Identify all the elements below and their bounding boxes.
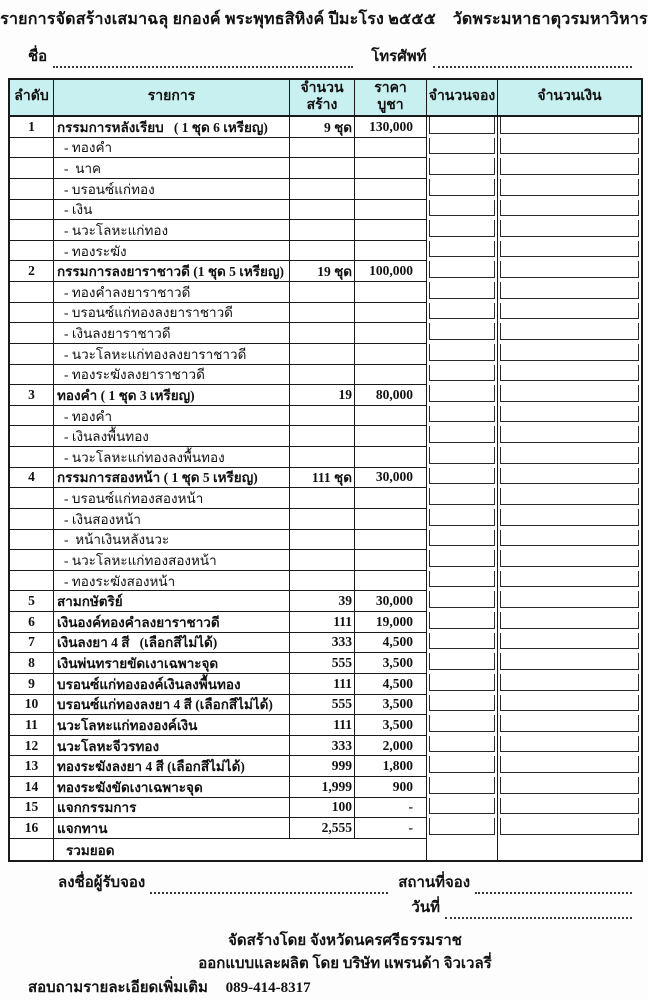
name-phone-line — [28, 44, 632, 68]
cell-reserved[interactable] — [427, 674, 498, 695]
cell-qty: 555 — [290, 653, 355, 674]
table-row — [10, 468, 641, 489]
cell-price — [355, 550, 427, 571]
table-row — [10, 798, 641, 819]
cell-reserved[interactable] — [427, 426, 498, 447]
cell-no: 13 — [10, 756, 54, 777]
cell-reserved[interactable] — [427, 736, 498, 757]
cell-reserved[interactable] — [427, 633, 498, 654]
cell-no — [10, 282, 54, 303]
cell-no: 9 — [10, 674, 54, 695]
cell-item: กรรมการลงยาราชาวดี (1 ชุด 5 เหรียญ) — [54, 261, 290, 282]
contact-label: สอบถามรายละเอียดเพิ่มเติม — [28, 980, 208, 996]
cell-qty: 19 ชุด — [290, 261, 355, 282]
cell-qty — [290, 344, 355, 365]
cell-amount[interactable] — [498, 612, 641, 633]
cell-qty: 111 — [290, 612, 355, 633]
table-row — [10, 736, 641, 757]
cell-amount[interactable] — [498, 798, 641, 819]
cell-reserved[interactable] — [427, 798, 498, 819]
cell-reserved[interactable] — [427, 179, 498, 200]
table-row — [10, 303, 641, 324]
cell-price — [355, 447, 427, 468]
cell-reserved[interactable] — [427, 303, 498, 324]
phone-label: โทรศัพท์ — [371, 49, 427, 65]
sign-line — [58, 870, 632, 894]
cell-price: 3,500 — [355, 715, 427, 736]
cell-no — [10, 530, 54, 551]
cell-qty: 19 — [290, 385, 355, 406]
cell-price: 4,500 — [355, 674, 427, 695]
cell-item: บรอนซ์แก่ทององค์เงินลงพื้นทอง — [54, 674, 290, 695]
cell-price — [355, 509, 427, 530]
cell-amount[interactable] — [498, 777, 641, 798]
cell-qty — [290, 530, 355, 551]
cell-no — [10, 550, 54, 571]
cell-item: - นวะโลหะแก่ทองลงพื้นทอง — [54, 447, 290, 468]
cell-qty: 1,999 — [290, 777, 355, 798]
cell-no: 8 — [10, 653, 54, 674]
cell-no — [10, 509, 54, 530]
cell-no: 2 — [10, 261, 54, 282]
cell-amount[interactable] — [498, 406, 641, 427]
cell-reserved[interactable] — [427, 695, 498, 716]
table-row — [10, 509, 641, 530]
cell-price: 80,000 — [355, 385, 427, 406]
cell-qty — [290, 303, 355, 324]
cell-reserved[interactable] — [427, 530, 498, 551]
cell-item: - นาค — [54, 158, 290, 179]
cell-reserved[interactable] — [427, 158, 498, 179]
cell-reserved[interactable] — [427, 447, 498, 468]
cell-price — [355, 571, 427, 592]
cell-amount[interactable] — [498, 530, 641, 551]
cell-item: - ทองระฆังลงยาราชาวดี — [54, 365, 290, 386]
cell-amount[interactable] — [498, 303, 641, 324]
cell-amount[interactable] — [498, 385, 641, 406]
cell-price — [355, 426, 427, 447]
table-row — [10, 158, 641, 179]
table-row — [10, 550, 641, 571]
cell-price — [355, 179, 427, 200]
cell-qty — [290, 426, 355, 447]
cell-price — [355, 220, 427, 241]
cell-amount[interactable] — [498, 426, 641, 447]
cell-amount[interactable] — [498, 756, 641, 777]
cell-reserved[interactable] — [427, 200, 498, 221]
cell-qty — [290, 138, 355, 159]
table-row — [10, 530, 641, 551]
cell-item: - ทองคำลงยาราชาวดี — [54, 282, 290, 303]
total-reserved-cell[interactable] — [427, 839, 498, 861]
cell-qty — [290, 323, 355, 344]
table-row — [10, 591, 641, 612]
name-field[interactable] — [53, 51, 353, 68]
cell-price: 900 — [355, 777, 427, 798]
cell-item: - บรอนซ์แก่ทองสองหน้า — [54, 488, 290, 509]
cell-item: - บรอนซ์แก่ทองลงยาราชาวดี — [54, 303, 290, 324]
cell-item: - นวะโลหะแก่ทองสองหน้า — [54, 550, 290, 571]
cell-item: บรอนซ์แก่ทองลงยา 4 สี (เลือกสีไม่ได้) — [54, 695, 290, 716]
cell-price: - — [355, 798, 427, 819]
cell-item: เงินลงยา 4 สี (เลือกสีไม่ได้) — [54, 633, 290, 654]
cell-qty: 111 — [290, 715, 355, 736]
cell-no: 1 — [10, 117, 54, 138]
cell-no: 3 — [10, 385, 54, 406]
cell-qty — [290, 447, 355, 468]
cell-reserved[interactable] — [427, 591, 498, 612]
total-no-cell — [10, 839, 54, 861]
table-row — [10, 385, 641, 406]
table-row — [10, 323, 641, 344]
cell-item: เงินพ่นทรายขัดเงาเฉพาะจุด — [54, 653, 290, 674]
cell-reserved[interactable] — [427, 509, 498, 530]
table-row — [10, 488, 641, 509]
cell-item: ทองระฆังขัดเงาเฉพาะจุด — [54, 777, 290, 798]
cell-no: 4 — [10, 468, 54, 489]
cell-reserved[interactable] — [427, 117, 498, 138]
cell-qty: 333 — [290, 736, 355, 757]
table-row — [10, 138, 641, 159]
header-item: รายการ — [54, 80, 290, 117]
cell-price: 30,000 — [355, 591, 427, 612]
table-row — [10, 261, 641, 282]
header-amount: จำนวนเงิน — [498, 80, 641, 117]
cell-price: - — [355, 818, 427, 839]
cell-qty: 111 — [290, 674, 355, 695]
phone-field[interactable] — [433, 51, 632, 68]
contact-phone: 089-414-8317 — [225, 980, 311, 996]
cell-reserved[interactable] — [427, 715, 498, 736]
cell-reserved[interactable] — [427, 282, 498, 303]
total-row — [10, 839, 641, 860]
cell-reserved[interactable] — [427, 261, 498, 282]
cell-reserved[interactable] — [427, 756, 498, 777]
cell-reserved[interactable] — [427, 241, 498, 262]
table-row — [10, 365, 641, 386]
cell-item: เงินองค์ทองคำลงยาราชาวดี — [54, 612, 290, 633]
cell-reserved[interactable] — [427, 653, 498, 674]
table-row — [10, 818, 641, 839]
cell-amount[interactable] — [498, 550, 641, 571]
cell-item: ทองระฆังลงยา 4 สี (เลือกสีไม่ได้) — [54, 756, 290, 777]
cell-no: 15 — [10, 798, 54, 819]
cell-no — [10, 488, 54, 509]
table-row — [10, 653, 641, 674]
cell-price — [355, 488, 427, 509]
table-row — [10, 756, 641, 777]
cell-amount[interactable] — [498, 674, 641, 695]
table-row — [10, 220, 641, 241]
cell-no — [10, 344, 54, 365]
cell-qty: 100 — [290, 798, 355, 819]
order-table — [8, 78, 643, 862]
table-row — [10, 715, 641, 736]
table-row — [10, 695, 641, 716]
cell-item: - หน้าเงินหลังนวะ — [54, 530, 290, 551]
cell-reserved[interactable] — [427, 406, 498, 427]
cell-amount[interactable] — [498, 509, 641, 530]
header-no: ลำดับ — [10, 80, 54, 117]
cell-item: - นวะโลหะแก่ทอง — [54, 220, 290, 241]
cell-reserved[interactable] — [427, 220, 498, 241]
cell-amount[interactable] — [498, 468, 641, 489]
cell-no — [10, 426, 54, 447]
cell-amount[interactable] — [498, 241, 641, 262]
cell-no: 7 — [10, 633, 54, 654]
table-row — [10, 612, 641, 633]
table-body — [10, 117, 641, 839]
cell-price: 100,000 — [355, 261, 427, 282]
cell-no — [10, 365, 54, 386]
cell-amount[interactable] — [498, 818, 641, 839]
table-row — [10, 200, 641, 221]
cell-amount[interactable] — [498, 138, 641, 159]
cell-item: - เงินลงพื้นทอง — [54, 426, 290, 447]
table-row — [10, 777, 641, 798]
cell-amount[interactable] — [498, 571, 641, 592]
cell-no: 12 — [10, 736, 54, 757]
table-row — [10, 571, 641, 592]
cell-price — [355, 323, 427, 344]
cell-amount[interactable] — [498, 695, 641, 716]
cell-item: - เงินลงยาราชาวดี — [54, 323, 290, 344]
cell-price: 3,500 — [355, 653, 427, 674]
cell-reserved[interactable] — [427, 344, 498, 365]
cell-qty — [290, 200, 355, 221]
cell-reserved[interactable] — [427, 385, 498, 406]
cell-qty: 111 ชุด — [290, 468, 355, 489]
total-label: รวมยอด — [54, 839, 427, 861]
cell-amount[interactable] — [498, 488, 641, 509]
cell-item: - ทองระฆังสองหน้า — [54, 571, 290, 592]
cell-reserved[interactable] — [427, 571, 498, 592]
date-field[interactable] — [445, 902, 632, 919]
cell-reserved[interactable] — [427, 138, 498, 159]
cell-qty — [290, 488, 355, 509]
cell-price — [355, 158, 427, 179]
cell-qty — [290, 550, 355, 571]
sign-label: ลงชื่อผู้รับจอง — [58, 875, 146, 891]
cell-item: แจกทาน — [54, 818, 290, 839]
cell-qty: 555 — [290, 695, 355, 716]
table-row — [10, 426, 641, 447]
cell-qty — [290, 406, 355, 427]
cell-qty — [290, 282, 355, 303]
cell-amount[interactable] — [498, 736, 641, 757]
cell-reserved[interactable] — [427, 612, 498, 633]
cell-price: 4,500 — [355, 633, 427, 654]
cell-price — [355, 406, 427, 427]
cell-no — [10, 138, 54, 159]
cell-item: แจกกรรมการ — [54, 798, 290, 819]
cell-amount[interactable] — [498, 261, 641, 282]
designed-by-line: ออกแบบและผลิต โดย บริษัท แพรนด้า จิวเวลรี่ — [198, 956, 492, 972]
cell-no: 14 — [10, 777, 54, 798]
cell-item: กรรมการหลังเรียบ ( 1 ชุด 6 เหรียญ) — [54, 117, 290, 138]
cell-reserved[interactable] — [427, 488, 498, 509]
cell-amount[interactable] — [498, 344, 641, 365]
cell-item: - เงินสองหน้า — [54, 509, 290, 530]
cell-item: - ทองคำ — [54, 138, 290, 159]
cell-reserved[interactable] — [427, 323, 498, 344]
sign-field[interactable] — [150, 877, 388, 894]
cell-no — [10, 158, 54, 179]
table-row — [10, 344, 641, 365]
cell-qty — [290, 241, 355, 262]
table-header-row — [10, 80, 641, 117]
table-row — [10, 633, 641, 654]
cell-amount[interactable] — [498, 200, 641, 221]
header-qty: จำนวน สร้าง — [290, 80, 355, 117]
cell-no: 11 — [10, 715, 54, 736]
cell-amount[interactable] — [498, 633, 641, 654]
cell-price — [355, 530, 427, 551]
cell-no — [10, 571, 54, 592]
cell-amount[interactable] — [498, 117, 641, 138]
cell-item: - นวะโลหะแก่ทองลงยาราชาวดี — [54, 344, 290, 365]
table-row — [10, 447, 641, 468]
cell-price: 3,500 — [355, 695, 427, 716]
cell-reserved[interactable] — [427, 777, 498, 798]
date-label: วันที่ — [411, 900, 440, 916]
table-row — [10, 179, 641, 200]
cell-qty: 39 — [290, 591, 355, 612]
cell-no — [10, 447, 54, 468]
cell-qty: 2,555 — [290, 818, 355, 839]
table-row — [10, 406, 641, 427]
header-price: ราคา บูชา — [355, 80, 427, 117]
made-by-line: จัดสร้างโดย จังหวัดนครศรีธรรมราช — [228, 933, 462, 949]
cell-item: นวะโลหะจีวรทอง — [54, 736, 290, 757]
cell-item: นวะโลหะแก่ทององค์เงิน — [54, 715, 290, 736]
cell-item: สามกษัตริย์ — [54, 591, 290, 612]
cell-reserved[interactable] — [427, 468, 498, 489]
total-amount-cell[interactable] — [498, 839, 641, 861]
cell-no — [10, 303, 54, 324]
cell-qty: 333 — [290, 633, 355, 654]
cell-reserved[interactable] — [427, 550, 498, 571]
cell-qty — [290, 509, 355, 530]
cell-no: 5 — [10, 591, 54, 612]
cell-price: 30,000 — [355, 468, 427, 489]
cell-qty — [290, 365, 355, 386]
cell-qty — [290, 179, 355, 200]
cell-price — [355, 303, 427, 324]
cell-no: 16 — [10, 818, 54, 839]
cell-price — [355, 200, 427, 221]
cell-no — [10, 241, 54, 262]
cell-amount[interactable] — [498, 591, 641, 612]
cell-price: 130,000 — [355, 117, 427, 138]
cell-no — [10, 220, 54, 241]
cell-price: 19,000 — [355, 612, 427, 633]
cell-amount[interactable] — [498, 653, 641, 674]
cell-qty — [290, 571, 355, 592]
cell-no — [10, 406, 54, 427]
cell-amount[interactable] — [498, 715, 641, 736]
cell-qty: 999 — [290, 756, 355, 777]
cell-item: - ทองคำ — [54, 406, 290, 427]
cell-amount[interactable] — [498, 323, 641, 344]
cell-no: 6 — [10, 612, 54, 633]
cell-no — [10, 323, 54, 344]
table-row — [10, 241, 641, 262]
place-label: สถานที่จอง — [398, 875, 471, 891]
cell-item: - บรอนซ์แก่ทอง — [54, 179, 290, 200]
cell-amount[interactable] — [498, 179, 641, 200]
cell-amount[interactable] — [498, 158, 641, 179]
cell-amount[interactable] — [498, 220, 641, 241]
contact-line — [28, 975, 311, 999]
header-reserved: จำนวนจอง — [427, 80, 498, 117]
cell-price — [355, 365, 427, 386]
cell-price — [355, 344, 427, 365]
cell-price — [355, 241, 427, 262]
page-title: รายการจัดสร้างเสมาฉลุ ยกองค์ พระพุทธสิหิงค์ ปีมะโรง ๒๕๕๕ วัดพระมหาธาตุวรมหาวิหาร — [0, 11, 648, 28]
table-row — [10, 674, 641, 695]
cell-price: 2,000 — [355, 736, 427, 757]
cell-qty: 9 ชุด — [290, 117, 355, 138]
cell-no: 10 — [10, 695, 54, 716]
cell-item: ทองคำ ( 1 ชุด 3 เหรียญ) — [54, 385, 290, 406]
cell-amount[interactable] — [498, 282, 641, 303]
table-row — [10, 117, 641, 138]
name-label: ชื่อ — [28, 49, 48, 65]
cell-reserved[interactable] — [427, 365, 498, 386]
cell-no — [10, 179, 54, 200]
cell-amount[interactable] — [498, 447, 641, 468]
cell-amount[interactable] — [498, 365, 641, 386]
cell-price: 1,800 — [355, 756, 427, 777]
cell-item: - ทองระฆัง — [54, 241, 290, 262]
cell-item: - เงิน — [54, 200, 290, 221]
cell-item: กรรมการสองหน้า ( 1 ชุด 5 เหรียญ) — [54, 468, 290, 489]
cell-price — [355, 282, 427, 303]
cell-reserved[interactable] — [427, 818, 498, 839]
cell-no — [10, 200, 54, 221]
cell-qty — [290, 220, 355, 241]
cell-qty — [290, 158, 355, 179]
cell-price — [355, 138, 427, 159]
table-row — [10, 282, 641, 303]
place-field[interactable] — [475, 877, 632, 894]
date-line — [398, 895, 632, 919]
